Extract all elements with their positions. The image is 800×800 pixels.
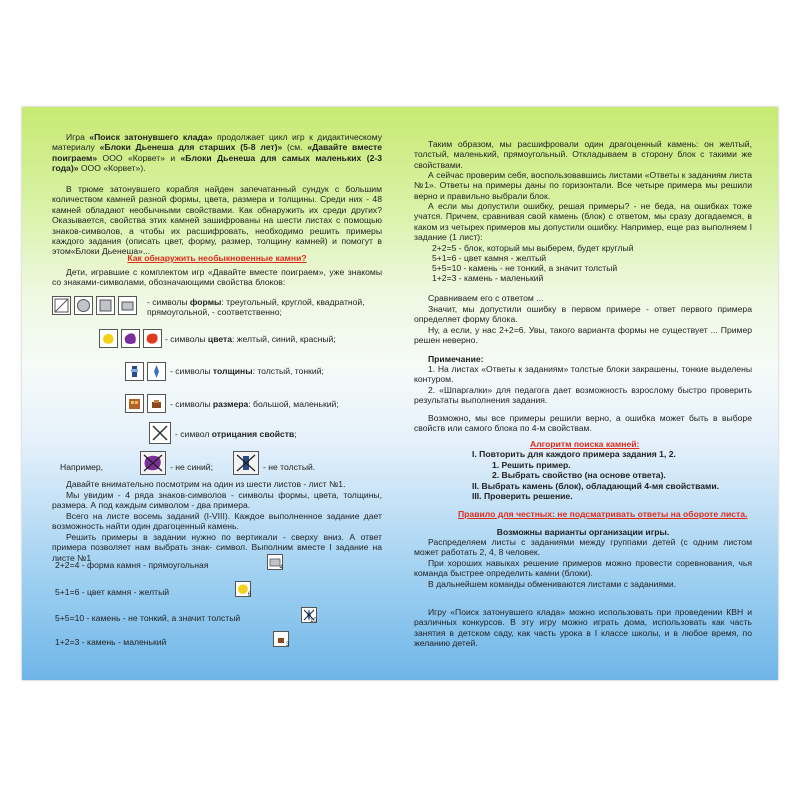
- wrong-equation-2: 5+1=6 - цвет камня - желтый: [432, 253, 547, 263]
- equation-4: 1+2=3 - камень - маленький: [55, 637, 167, 647]
- product-title: «Блоки Дьенеша для старших (5-8 лет)»: [99, 142, 283, 153]
- red-color-icon: [143, 329, 162, 348]
- negation-symbol-row: [149, 422, 174, 444]
- example-not-thick: - не толстый.: [263, 462, 316, 472]
- wrong-equation-3: 5+5=10 - камень - не тонкий, а значит толстый: [432, 263, 618, 273]
- not-blue-example-icon: [140, 451, 166, 475]
- algorithm-step-3: III. Проверить решение.: [472, 491, 573, 501]
- thickness-symbols-desc: - символы толщины: толстый, тонкий;: [170, 366, 324, 376]
- color-symbols-desc: - символы цвета: желтый, синий, красный;: [165, 334, 336, 344]
- final-paragraph: Игру «Поиск затонувшего клада» можно использовать при проведении КВН и различных конкурсов. В эту игру можно играть дома, использовать как часть занятия в детском саду, как часть урока в I классе школы, и в любое время, по желанию детей.: [414, 607, 752, 649]
- look-paragraph-3: Всего на листе восемь заданий (I-VIII). Каждое выполненное задание дает возможность найти один драгоценный камень.: [52, 511, 382, 532]
- wrong-equation-4: 1+2=3 - камень - маленький: [432, 273, 544, 283]
- blue-color-icon: [121, 329, 140, 348]
- square-form-icon: [96, 296, 115, 315]
- equation-3: 5+5=10 - камень - не тонкий, а значит толстый: [55, 613, 241, 623]
- note-item-1: 1. На листах «Ответы к заданиям» толстые блоки закрашены, тонкие выделены контуром.: [414, 364, 752, 385]
- algorithm-title: Алгоритм поиска камней:: [530, 439, 640, 449]
- no-shape-paragraph: Ну, а если, у нас 2+2=6. Увы, такого варианта формы не существует ... Пример решен неверно.: [414, 325, 752, 346]
- algorithm-step-1: I. Повторить для каждого примера задания 1, 2.: [472, 449, 676, 459]
- not-thin-answer-icon: 10: [301, 607, 317, 623]
- product-title: «Блоки Дьенеша для самых маленьких (2-3 года)»: [52, 152, 382, 174]
- organization-paragraph-3: В дальнейшем команды обмениваются листами с заданиями.: [428, 579, 677, 589]
- wrong-equation-1: 2+2=5 - блок, который мы выберем, будет круглый: [432, 243, 634, 253]
- organization-title: Возможны варианты организации игры.: [496, 527, 670, 537]
- example-label: Например,: [60, 462, 104, 472]
- thick-icon: [125, 362, 144, 381]
- possible-error-paragraph: Возможно, мы все примеры решили верно, а ошибка может быть в выборе свойств или самого блока по 4-м свойствам.: [414, 413, 752, 434]
- rectangle-answer-icon: 4: [267, 554, 283, 570]
- algorithm-step-1b: 2. Выбрать свойство (на основе ответа).: [492, 470, 666, 480]
- organization-paragraph-1: Распределяем листы с заданиями между группами детей (с одним листом может работать 2, 4, 8 человек.: [414, 537, 752, 558]
- honesty-rule: Правило для честных: не подсматривать ответы на обороте листа.: [458, 509, 748, 519]
- organization-paragraph-2: При хороших навыках решение примеров можно провести соревнования, чья команда быстрее определить камни (блоки).: [414, 558, 752, 579]
- form-symbols-desc: - символы формы: треугольный, круглой, квадратной, прямоугольной, - соответственно;: [147, 297, 365, 318]
- algorithm-step-2: II. Выбрать камень (блок), обладающий 4-мя свойствами.: [472, 481, 720, 491]
- small-size-icon: [147, 394, 166, 413]
- size-symbols-desc: - символы размера: большой, маленький;: [170, 399, 339, 409]
- equation-2: 5+1=6 - цвет камня - желтый: [55, 587, 170, 597]
- intro-text: ООО «Корвет»).: [78, 163, 146, 174]
- game-instruction-sheet: [22, 107, 778, 680]
- form-symbols-row: [52, 296, 140, 315]
- thin-icon: [147, 362, 166, 381]
- intro-paragraph: [52, 132, 382, 174]
- thickness-symbols-row: [125, 362, 169, 381]
- kids-paragraph: Дети, игравшие с комплектом игр «Давайте вместе поиграем», уже знакомы со знаками-символами, обозначающими свойства блоков:: [52, 267, 382, 288]
- note-title: Примечание:: [428, 354, 484, 364]
- intro-text: Игра: [66, 132, 90, 142]
- product-title: «Давайте вместе поиграем»: [52, 142, 383, 163]
- equation-1: 2+2=4 - форма камня - прямоугольная: [55, 560, 209, 570]
- intro-text: продолжает цикл игр к дидактическому материалу: [52, 132, 382, 153]
- result-paragraph: Таким образом, мы расшифровали один драгоценный камень: он желтый, толстый, маленький, прямоугольный. Откладываем в сторону блок с такими же свойствами.: [414, 139, 752, 170]
- game-title: «Поиск затонувшего клада»: [89, 132, 213, 142]
- first-error-paragraph: Значит, мы допустили ошибку в первом примере - ответ первого примера определяет форму блока.: [414, 304, 752, 325]
- check-paragraph: А сейчас проверим себя, воспользовавшись листами «Ответы к заданиям листа №1». Ответы на примеры даны по горизонтали. Все четыре примера мы решили верно и правильно выбрали блок.: [414, 170, 752, 201]
- compare-text: Сравниваем его с ответом ...: [428, 293, 544, 303]
- intro-text: (см.: [282, 142, 308, 153]
- mistake-paragraph: А если мы допустили ошибку, решая примеры? - не беда, на ошибках тоже учатся. Причем, сравнивая свой камень (блок) с ответом, мы сразу догадаемся, в каком из четырех примеров мы допустили ошибку. Например, еще раз выполняем I задание (1 лист):: [414, 201, 752, 243]
- rectangle-form-icon: [118, 296, 137, 315]
- intro-text: ООО «Корвет» и: [97, 152, 181, 163]
- size-symbols-row: [125, 394, 169, 413]
- story-paragraph: В трюме затонувшего корабля найден запечатанный сундук с большим количеством камней разной формы, цвета, размера и толщины. Среди них - 48 камней обладают необычными свойствами. Как обнаружить их среди других? Оказывается, свойства этих камней зашифрованы на шести листах с помощью знаков-символов, а чтобы их расшифровать, необходимо решить примеры каждого задания (описать цвет, форму, размер, толщину камней) и помогут в этом«Блоки Дьенеша»...: [52, 184, 382, 257]
- not-thick-example-icon: [233, 451, 259, 475]
- algorithm-step-1a: 1. Решить пример.: [492, 460, 571, 470]
- note-item-2: 2. «Шпаргалки» для педагога дает возможность взрослому быстро проверить результаты выполнения задания.: [414, 385, 752, 406]
- negation-cross-icon: [149, 422, 171, 444]
- look-paragraph-2: Мы увидим - 4 ряда знаков-символов - символы формы, цвета, толщины, размера. А под каждым символом - два примера.: [52, 490, 382, 511]
- yellow-answer-icon: 6: [235, 581, 251, 597]
- section-heading: Как обнаружить необыкновенные камни?: [127, 253, 307, 263]
- left-column: [52, 107, 383, 648]
- example-not-blue: - не синий;: [170, 462, 213, 472]
- small-answer-icon: 3: [273, 631, 289, 647]
- triangle-form-icon: [52, 296, 71, 315]
- big-size-icon: [125, 394, 144, 413]
- negation-symbol-desc: - символ отрицания свойств;: [175, 429, 297, 439]
- look-paragraph-1: Давайте внимательно посмотрим на один из шести листов - лист №1.: [66, 479, 346, 489]
- color-symbols-row: [99, 329, 165, 348]
- yellow-color-icon: [99, 329, 118, 348]
- circle-form-icon: [74, 296, 93, 315]
- look-paragraph-4: Решить примеры в задании нужно по вертикали - сверху вниз. А ответ примера позволяет нам выбрать знак- символ. Выполним вместе I задание на листе №1: [52, 532, 382, 563]
